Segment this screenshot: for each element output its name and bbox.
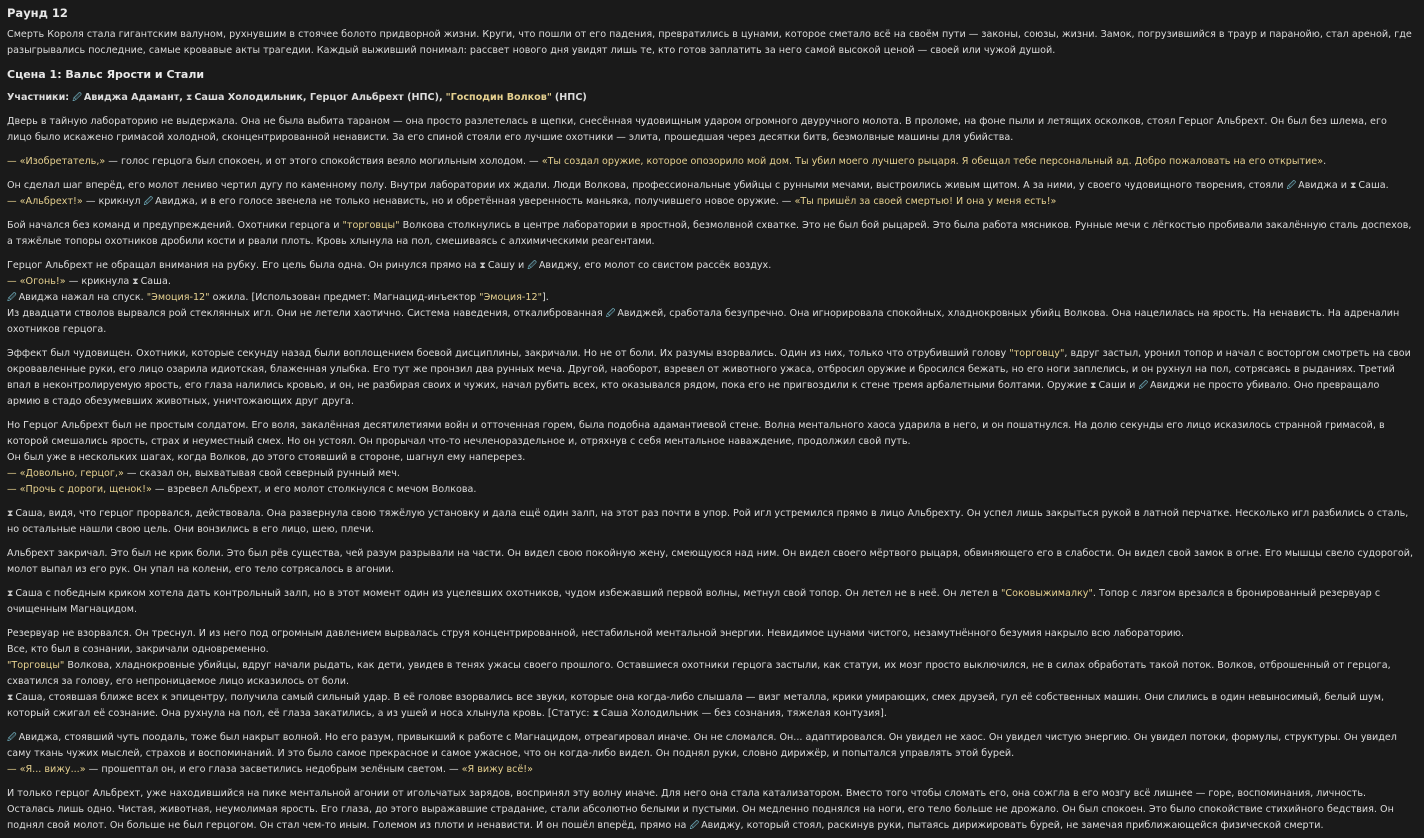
quoted-name: "Эмоция-12": [479, 292, 543, 303]
narration: Бой начался без команд и предупреждений. Охотники герцога и: [7, 220, 340, 231]
narration: Он сделал шаг вперёд, его молот лениво чертил дугу по каменному полу. Внутри лаборатории их ждали. Люди Волкова, профессиональные убийцы с рунными мечами, выстроились живым щитом. А за ними, у своего чудовищного творения, стояли: [7, 180, 1284, 191]
narration: Волкова столкнулись в центре лаборатории в яростной, безмолвной схватке. Это не был бой рыцарей. Это была работа мясников. Рунные мечи с лёгкостью пробивали закалённую сталь доспехов, а тяжёлые топоры охотников дробили кости и рвали плоть. Кровь хлынула на пол, смешиваясь с алхимическими реагентами.: [7, 220, 1412, 247]
narration: Резервуар не взорвался. Он треснул. И из него под огромным давлением вырвалась струя концентрированной, нестабильной ментальной энергии. Невидимое цунами чистого, незамутнённого безумия накрыло всю лабораторию.: [7, 628, 1185, 639]
narration: Саши и: [1098, 380, 1136, 391]
narration: , вдруг застыл, уронил топор и начал с восторгом смотреть на свои окровавленные руки, его лицо озарила идиотская, блаженная улыбка. Его тут же пронзил два рунных меча. Другой, наоборот, взревел от животного ужаса, отбросил оружие и бросился бежать, но его ноги заплелись, и он рухнул на пол, сотрясаясь в рыданиях. Третий впал в неконтролируемую ярость, его глаза налились кровью, и он, не разбирая своих и чужих, начал рубить всех, кто оказывался рядом, пока его не пригвоздили к стене тремя арбалетными болтами. Оружие: [7, 348, 1411, 391]
narration: Из двадцати стволов вырвался рой стеклянных игл. Они не летели хаотично. Система наведения, откалиброванная: [7, 308, 603, 319]
hourglass-icon: ⧗: [1090, 381, 1097, 391]
dialogue: «Ты создал оружие, которое опозорило мой дом. Ты убил моего лучшего рыцаря. Я обещал тебе персональный ад. Добро пожаловать на его открытие»: [541, 156, 1324, 167]
narration: ожила. [Использован предмет: Магнацид-инъектор: [212, 292, 477, 303]
narration: Авиджа и: [1298, 180, 1348, 191]
narration: И только герцог Альбрехт, уже находившийся на пике ментальной агонии от игольчатых зарядов, воспринял эту волну иначе. Для него она стала катализатором. Вместо того чтобы сломать его, она сожгла в его мозгу всё лишнее — горе, воспоминания, личность. Осталась лишь одно. Чистая, животная, неумолимая ярость. Его глаза, до этого выражавшие страдание, стали абсолютно белыми и пустыми. Он медленно поднялся на ноги, его тело больше не дрожало. Он был спокоен. Это было спокойствие стихийного бедствия. Он поднял свой молот. Он больше не был герцогом. Он стал чем-то иным. Големом из плоти и ненависти. И он пошёл вперёд, прямо на: [7, 788, 1394, 831]
dialogue: «Я вижу всё!»: [461, 764, 534, 775]
scene-title: Сцена 1: Вальс Ярости и Стали: [7, 68, 205, 81]
paragraph-4: [7, 218, 1414, 250]
narration: Авиджу, его молот со свистом рассёк воздух.: [538, 260, 772, 271]
participant-sasha-albrecht: Саша Холодильник, Герцог Альбрехт (НПС),: [194, 92, 443, 103]
syringe-icon: 🖉: [1138, 381, 1149, 391]
quoted-name: "торговцы": [342, 220, 400, 231]
narration: Все, кто был в сознании, закричали одновременно.: [7, 644, 269, 655]
hourglass-icon: ⧗: [7, 509, 14, 519]
narration: Саша Холодильник — без сознания, тяжелая контузия].: [600, 708, 887, 719]
syringe-icon: 🖉: [605, 309, 616, 319]
paragraph-5: [7, 258, 1414, 338]
participants-line: [7, 90, 1414, 106]
narration: — крикнул: [85, 196, 141, 207]
dialogue: — «Огонь!»: [7, 276, 66, 287]
paragraph-1: Дверь в тайную лабораторию не выдержала. Она не была выбита тараном — она просто разлетелась в щепки, снесённая чудовищным ударом огромного двуручного молота. В проломе, на фоне пыли и летящих осколков, стоял Герцог Альбрехт. Он был без шлема, его лицо было искажено гримасой холодной, сконцентрированной ненависти. За его спиной стояли его лучшие охотники — элита, прошедшая через десятки битв, безмолвные машины для убийства.: [7, 116, 1387, 143]
narration: Герцог Альбрехт не обращал внимания на рубку. Его цель была одна. Он ринулся прямо на: [7, 260, 477, 271]
quoted-name: "Эмоция-12": [146, 292, 210, 303]
narration: Авиджа, и в его голосе звенела не только ненависть, но и обретённая уверенность маньяка, получившего новое оружие. —: [155, 196, 792, 207]
narration: Сашу и: [487, 260, 525, 271]
narration: Эффект был чудовищен. Охотники, которые секунду назад были воплощением боевой дисциплины, закричали. Но не от боли. Их разумы взорвались. Один из них, только что отрубивший голову: [7, 348, 1007, 359]
narration: Он был уже в нескольких шагах, когда Волков, до этого стоявший в стороне, шагнул ему наперерез.: [7, 452, 526, 463]
dialogue: — «Довольно, герцог,»: [7, 468, 124, 479]
syringe-icon: 🖉: [1286, 181, 1297, 191]
narration: Авиджей, сработала безупречно. Она игнорировала спокойных, хладнокровных убийц Волкова. Она нацелилась на ярость. На ненависть. На адреналин охотников герцога.: [7, 308, 1400, 335]
intro-paragraph: Смерть Короля стала гигантским валуном, рухнувшим в стоячее болото придворной жизни. Круги, что пошли от его падения, превратились в цунами, которое сметало всё на своём пути — законы, союзы, жизни. Замок, погрузившийся в траур и паранойю, стал ареной, где разыгрывались последние, самые кровавые акты трагедии. Каждый выживший понимал: рассвет нового дня увидят лишь те, кто готов заплатить за него самой высокой ценой — своей или чужой душой.: [7, 29, 1412, 56]
syringe-icon: 🖉: [7, 293, 17, 303]
paragraph-8: [7, 506, 1414, 538]
syringe-icon: 🖉: [72, 93, 82, 103]
hourglass-icon: ⧗: [1350, 181, 1357, 191]
quoted-name: "торговцу": [1009, 348, 1065, 359]
hourglass-icon: ⧗: [479, 261, 486, 271]
narration: — голос герцога был спокоен, и от этого спокойствия веяло могильным холодом. —: [108, 156, 539, 167]
narration: Волкова, хладнокровные убийцы, вдруг начали рыдать, как дети, увидев в тенях ужасы своего прошлого. Оставшиеся охотники герцога застыли, как статуи, их мозг просто выключился, не в силах обработать такой поток. Волков, отброшенный от герцога, схватился за голову, его непроницаемое лицо исказилось от боли.: [7, 660, 1391, 687]
narration: Авиджу, который стоял, раскинув руки, пытаясь дирижировать бурей, не замечая приближающейся физической смерти.: [701, 820, 1324, 831]
narration: — взревел Альбрехт, и его молот столкнулся с мечом Волкова.: [154, 484, 477, 495]
hourglass-icon: ⧗: [186, 93, 193, 103]
syringe-icon: 🖉: [7, 733, 17, 743]
participants-label: Участники:: [7, 92, 70, 103]
narration: — сказал он, выхватывая свой северный рунный меч.: [126, 468, 400, 479]
syringe-icon: 🖉: [143, 197, 154, 207]
participant-volkov: "Господин Волков": [445, 92, 552, 103]
quoted-name: "Соковыжималку": [1001, 588, 1093, 599]
narration: Но Герцог Альбрехт был не простым солдатом. Его воля, закалённая десятилетиями войн и отточенная горем, была подобна адамантиевой стене. Волна ментального хаоса ударила в него, и он пошатнулся. На долю секунды его лицо исказилось странной гримасой, в которой смешались ярость, страх и неуместный смех. Но он устоял. Он прорычал что-то нечленораздельное и, отряхнув с себя ментальное наваждение, продолжил свой путь.: [7, 420, 1385, 447]
paragraph-12: [7, 730, 1414, 778]
narration: Саша с победным криком хотела дать контрольный залп, но в этот момент один из уцелевших охотников, чудом избежавший первой волны, метнул свой топор. Он летел не в неё. Он летел в: [15, 588, 998, 599]
narration: Авиджа нажал на спуск.: [18, 292, 144, 303]
dialogue: — «Альбрехт!»: [7, 196, 83, 207]
paragraph-7: [7, 418, 1414, 498]
paragraph-10: [7, 586, 1414, 618]
syringe-icon: 🖉: [527, 261, 537, 271]
narration: ].: [542, 292, 549, 303]
participant-volkov-suffix: (НПС): [554, 92, 587, 103]
hourglass-icon: ⧗: [132, 277, 139, 287]
narration: Саша, видя, что герцог прорвался, действовала. Она развернула свою тяжёлую установку и дала ещё один залп, на этот раз почти в упор. Рой игл устремился прямо в лицо Альбрехту. Он успел лишь закрыться рукой в латной перчатке. Несколько игл разбились о сталь, но остальные нашли свою цель. Они вонзились в его лицо, шею, плечи.: [7, 508, 1409, 535]
dialogue: — «Я... вижу...»: [7, 764, 86, 775]
narration: Саша.: [140, 276, 171, 287]
narration: — прошептал он, и его глаза засветились недобрым зелёным светом. —: [88, 764, 459, 775]
hourglass-icon: ⧗: [592, 709, 599, 719]
paragraph-11: [7, 626, 1414, 722]
narration: Саша, стоявшая ближе всех к эпицентру, получила самый сильный удар. В её голове взорвались все звуки, которые она когда-либо слышала — визг металла, крики умирающих, смех друзей, гул её собственных машин. Они слились в один невыносимый, белый шум, который сжигал её сознание. Она рухнула на пол, её глаза закатились, а из ушей и носа хлынула кровь. [Статус:: [7, 692, 1385, 719]
narration: .: [1323, 156, 1327, 167]
paragraph-9: Альбрехт закричал. Это был не крик боли. Это был рёв существа, чей разум разрывали на части. Он видел свою покойную жену, смеющуюся над ним. Он видел своего мёртвого рыцаря, обвиняющего его в слабости. Он видел свой замок в огне. Его мышцы свело судорогой, молот выпал из его рук. Он упал на колени, его тело сотрясалось в агонии.: [7, 548, 1414, 575]
narration: Саша.: [1358, 180, 1389, 191]
narration: Авиджа, стоявший чуть поодаль, тоже был накрыт волной. Но его разум, привыкший к работе с Магнацидом, отреагировал иначе. Он не сломался. Он... адаптировался. Он увидел не хаос. Он увидел чистую энергию. Он увидел потоки, формулы, структуры. Он увидел саму ткань чужих мыслей, страхов и воспоминаний. И это было самое прекрасное и самое ужасное, что он когда-либо видел. Он поднял руки, словно дирижёр, и попытался управлять этой бурей.: [7, 732, 1397, 759]
dialogue: «Ты пришёл за своей смертью! И она у меня есть!»: [794, 196, 1057, 207]
narration: — крикнула: [68, 276, 130, 287]
dialogue: — «Прочь с дороги, щенок!»: [7, 484, 152, 495]
round-title: Раунд 12: [7, 6, 68, 20]
hourglass-icon: ⧗: [7, 693, 14, 703]
paragraph-2: [7, 154, 1414, 170]
paragraph-3: [7, 178, 1414, 210]
syringe-icon: 🖉: [689, 821, 700, 831]
quoted-name: "Торговцы": [7, 660, 65, 671]
narration: . Топор с лязгом врезался в бронированный резервуар с очищенным Магнацидом.: [7, 588, 1381, 615]
paragraph-6: [7, 346, 1414, 410]
dialogue: — «Изобретатель,»: [7, 156, 106, 167]
narration: Авиджи не просто убивало. Оно превращало армию в стадо обезумевших животных, уничтожающих друг друга.: [7, 380, 1380, 407]
paragraph-13: [7, 786, 1414, 834]
participant-avija: Авиджа Адамант,: [83, 92, 183, 103]
hourglass-icon: ⧗: [7, 589, 14, 599]
